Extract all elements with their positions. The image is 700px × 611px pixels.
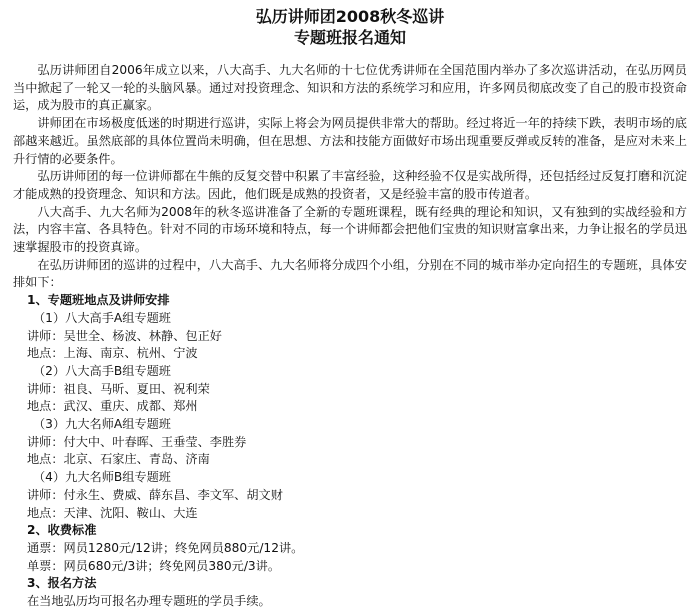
group-name: （4）九大名师B组专题班 xyxy=(33,470,171,485)
group-locations: 地点：上海、南京、杭州、宁波 xyxy=(27,346,198,361)
group-name: （2）八大高手B组专题班 xyxy=(33,363,171,378)
fee-line-single: 单票：网员680元/3讲；终免网员380元/3讲。 xyxy=(27,558,281,573)
group-name: （1）八大高手A组专题班 xyxy=(33,310,171,325)
market-paragraph: 讲师团在市场极度低迷的时期进行巡讲，实际上将会为网员提供非常大的帮助。经过将近一年的持续下跌，表明市场的底部越来越近。虽然底部的具体位置尚未明确，但在思想、方法和技能方面做好市场出现重要反弹或反转的准备，是应对未来上升行情的必要条件。 xyxy=(13,116,687,166)
intro-paragraph: 弘历讲师团自2006年成立以来，八大高手、九大名师的十七位优秀讲师在全国范围内举办了多次巡讲活动，在弘历网员当中掀起了一轮又一轮的头脑风暴。通过对投资理念、知识和方法的系统学习和应用，许多网员彻底改变了自己的股市投资命运，成为股市的真正赢家。 xyxy=(13,63,687,113)
group-lecturers: 讲师：付大中、叶春晖、王垂莹、李胜券 xyxy=(27,434,247,449)
registration-line: 在当地弘历均可报名办理专题班的学员手续。 xyxy=(27,594,271,609)
page-subtitle: 专题班报名通知 xyxy=(293,28,406,47)
group-locations: 地点：天津、沈阳、鞍山、大连 xyxy=(27,505,198,520)
experience-paragraph: 弘历讲师团的每一位讲师都在牛熊的反复交替中积累了丰富经验，这种经验不仅是实战所得，还包括经过反复打磨和沉淀才能成熟的投资理念、知识和方法。因此，他们既是成熟的投资者，又是经验丰富的股市传道者。 xyxy=(13,169,687,201)
section-heading-registration: 3、报名方法 xyxy=(27,576,97,591)
group-lecturers: 讲师：祖良、马昕、夏田、祝利荣 xyxy=(27,381,210,396)
page-title: 弘历讲师团2008秋冬巡讲 xyxy=(255,7,445,26)
notice-body xyxy=(13,62,687,611)
section-heading-locations: 1、专题班地点及讲师安排 xyxy=(27,293,170,308)
section-heading-fees: 2、收费标准 xyxy=(27,523,97,538)
fee-line-pass: 通票：网员1280元/12讲；终免网员880元/12讲。 xyxy=(27,540,304,555)
group-lecturers: 讲师：吴世全、杨波、林静、包正好 xyxy=(27,328,222,343)
group-name: （3）九大名师A组专题班 xyxy=(33,417,171,432)
group-lecturers: 讲师：付永生、费威、薛东昌、李文军、胡文财 xyxy=(27,487,283,502)
course-paragraph: 八大高手、九大名师为2008年的秋冬巡讲准备了全新的专题班课程，既有经典的理论和知识，又有独到的实战经验和方法，内容丰富、各具特色。针对不同的市场环境和特点，每一个讲师都会把他们宝贵的知识财富拿出来，力争让报名的学员迅速掌握股市的投资真谛。 xyxy=(13,204,687,255)
group-locations: 地点：武汉、重庆、成都、郑州 xyxy=(27,399,198,414)
arrangement-paragraph: 在弘历讲师团的巡讲的过程中，八大高手、九大名师将分成四个小组，分别在不同的城市举办定向招生的专题班，具体安排如下： xyxy=(13,257,687,290)
group-locations: 地点：北京、石家庄、青岛、济南 xyxy=(27,452,210,467)
